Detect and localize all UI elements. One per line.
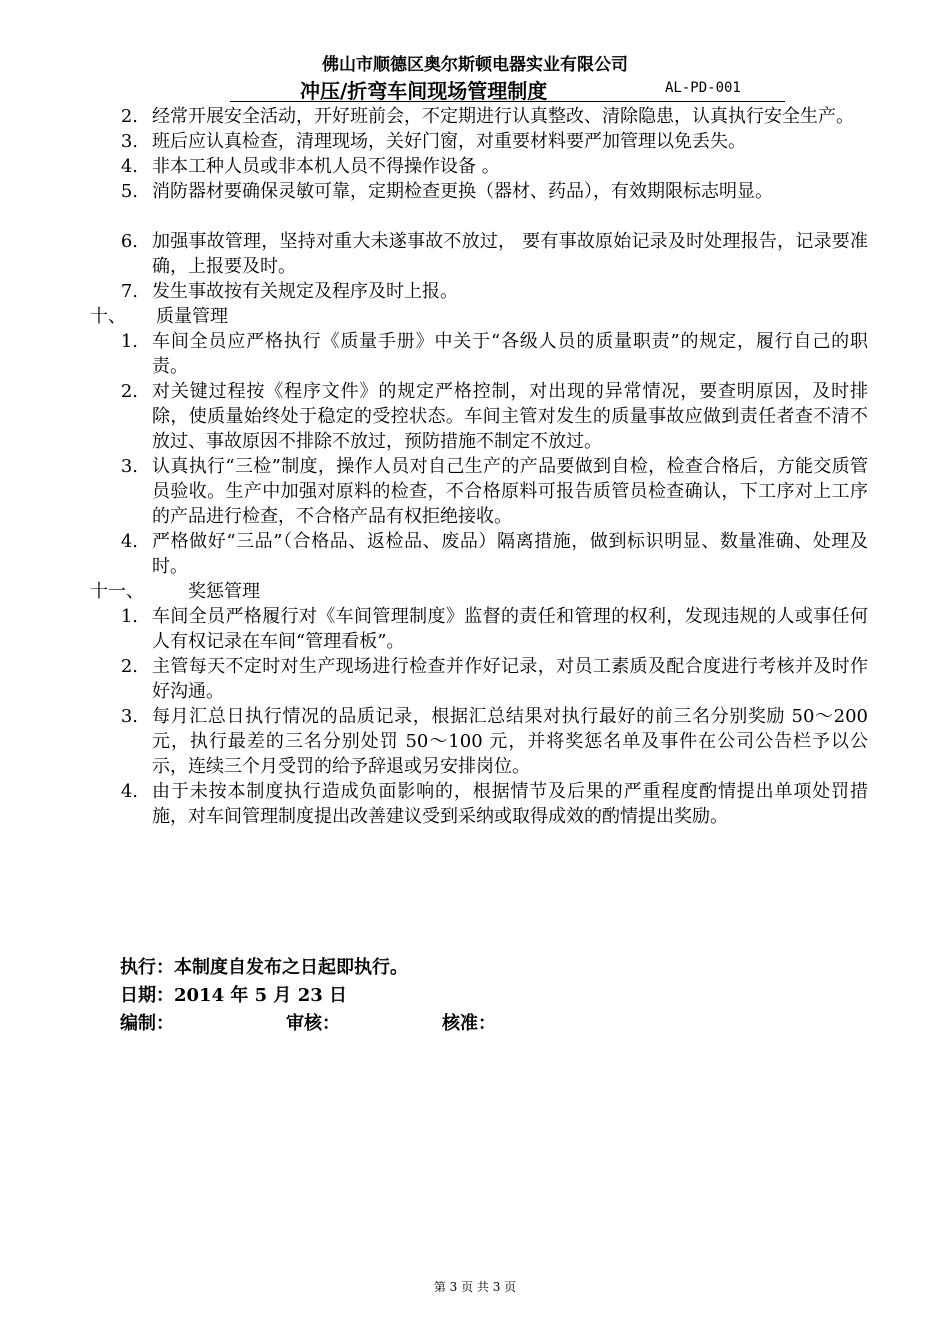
issue-date: 日期：2014 年 5 月 23 日 xyxy=(120,985,348,1006)
prepared-by-label: 编制： xyxy=(120,1013,174,1034)
item-number: 6. xyxy=(120,231,138,252)
page-number: 第 3 页 共 3 页 xyxy=(433,1280,517,1294)
list-item xyxy=(90,179,890,204)
item-text: 非本工种人员或非本机人员不得操作设备 。 xyxy=(152,156,500,177)
section-number: 十、 xyxy=(90,306,126,327)
company-name: 佛山市顺德区奥尔斯顿电器实业有限公司 xyxy=(322,55,628,75)
spacer xyxy=(90,204,890,229)
item-text: 班后应认真检查，清理现场，关好门窗，对重要材料要严加管理以免丢失。 xyxy=(152,131,746,152)
list-item xyxy=(90,104,890,129)
item-number: 7. xyxy=(120,281,138,302)
list-item xyxy=(90,779,890,829)
section-number: 十一、 xyxy=(90,581,144,602)
list-item xyxy=(90,329,890,379)
signature-row xyxy=(120,1010,496,1038)
item-text: 认真执行“三检”制度，操作人员对自己生产的产品要做到自检，检查合格后，方能交质管员验收。生产中加强对原料的检查，不合格原料可报告质管员检查确认，下工序对上工序的产品进行检查，不合格产品有权拒绝接收。 xyxy=(152,456,868,527)
document-code: AL-PD-001 xyxy=(665,80,741,96)
list-item xyxy=(90,529,890,579)
list-item xyxy=(90,704,890,779)
item-text: 由于未按本制度执行造成负面影响的，根据情节及后果的严重程度酌情提出单项处罚措施，对车间管理制度提出改善建议受到采纳或取得成效的酌情提出奖励。 xyxy=(152,781,868,827)
list-item xyxy=(90,279,890,304)
list-item xyxy=(90,129,890,154)
list-item xyxy=(90,654,890,704)
document-title: 冲压/折弯车间现场管理制度 xyxy=(300,79,548,103)
reviewed-by-label: 审核： xyxy=(286,1013,340,1034)
item-text: 消防器材要确保灵敏可靠，定期检查更换（器材、药品），有效期限标志明显。 xyxy=(152,181,773,202)
approval-block xyxy=(120,954,496,1038)
item-number: 3. xyxy=(120,131,138,152)
item-text: 严格做好“三品”（合格品、返检品、废品）隔离措施，做到标识明显、数量准确、处理及时。 xyxy=(152,531,868,577)
item-number: 5. xyxy=(120,181,138,202)
item-text: 每月汇总日执行情况的品质记录，根据汇总结果对执行最好的前三名分别奖励 50～200 元，执行最差的三名分别处罚 50～100 元，并将奖惩名单及事件在公司公告栏予以公示，连续三个月受罚的给予辞退或另安排岗位。 xyxy=(152,706,868,777)
title-line xyxy=(230,75,785,102)
item-number: 3. xyxy=(120,456,138,477)
section-title: 奖惩管理 xyxy=(188,581,260,602)
item-text: 经常开展安全活动，开好班前会，不定期进行认真整改、清除隐患，认真执行安全生产。 xyxy=(152,106,854,127)
list-item xyxy=(90,604,890,654)
section-title: 质量管理 xyxy=(156,306,228,327)
section-heading-rewards xyxy=(90,579,890,604)
approved-by-label: 核准： xyxy=(442,1013,496,1034)
list-item xyxy=(90,154,890,179)
item-number: 1. xyxy=(120,606,138,627)
document-body xyxy=(90,104,890,829)
item-number: 2. xyxy=(120,656,138,677)
item-text: 对关键过程按《程序文件》的规定严格控制，对出现的异常情况，要查明原因，及时排除，使质量始终处于稳定的受控状态。车间主管对发生的质量事故应做到责任者查不清不放过、事故原因不排除不放过，预防措施不制定不放过。 xyxy=(152,381,868,452)
section-heading-quality xyxy=(90,304,890,329)
item-text: 加强事故管理，坚持对重大未遂事故不放过， 要有事故原始记录及时处理报告，记录要准确，上报要及时。 xyxy=(152,231,868,277)
execution-statement: 执行：本制度自发布之日起即执行。 xyxy=(120,957,408,978)
list-item xyxy=(90,379,890,454)
list-item xyxy=(90,454,890,529)
item-text: 主管每天不定时对生产现场进行检查并作好记录，对员工素质及配合度进行考核并及时作好沟通。 xyxy=(152,656,868,702)
list-item xyxy=(90,229,890,279)
item-text: 发生事故按有关规定及程序及时上报。 xyxy=(152,281,458,302)
item-text: 车间全员严格履行对《车间管理制度》监督的责任和管理的权利，发现违规的人或事任何人有权记录在车间“管理看板”。 xyxy=(152,606,868,652)
item-number: 2. xyxy=(120,381,138,402)
item-number: 4. xyxy=(120,781,138,802)
item-number: 4. xyxy=(120,156,138,177)
item-number: 4. xyxy=(120,531,138,552)
item-number: 3. xyxy=(120,706,138,727)
item-number: 2. xyxy=(120,106,138,127)
item-text: 车间全员应严格执行《质量手册》中关于“各级人员的质量职责”的规定，履行自己的职责。 xyxy=(152,331,868,377)
item-number: 1. xyxy=(120,331,138,352)
